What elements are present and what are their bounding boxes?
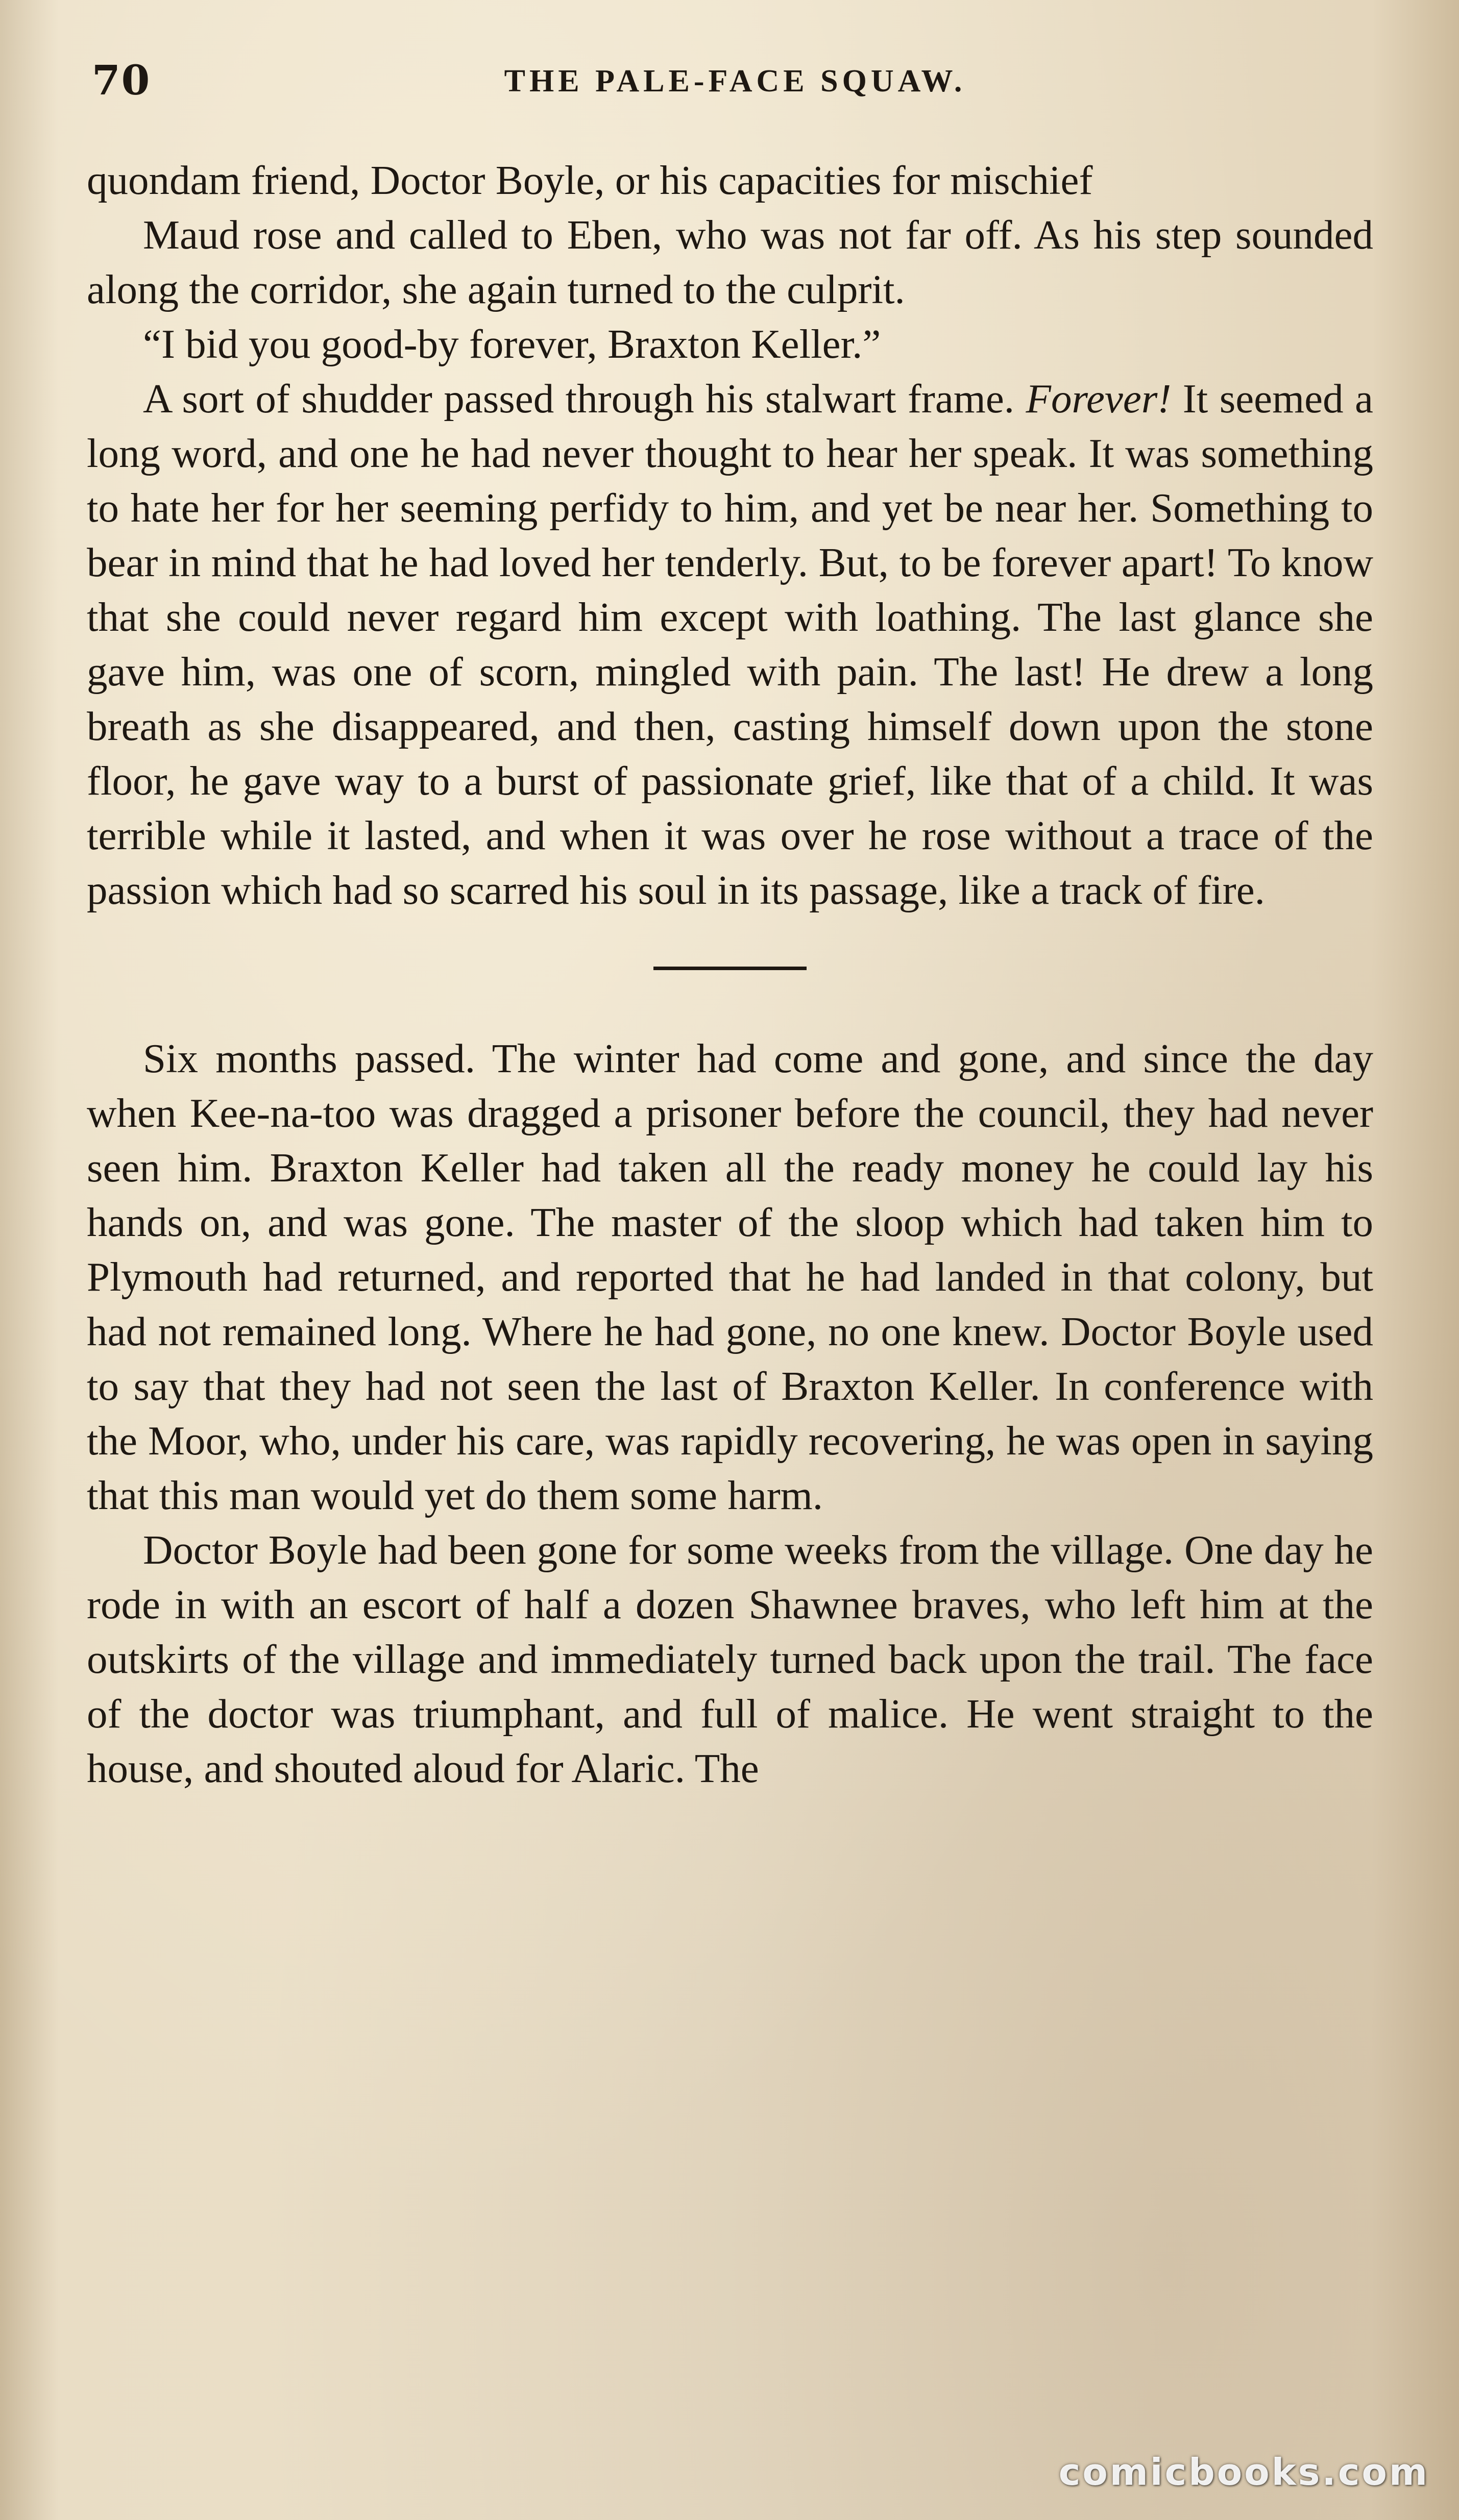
paragraph — [87, 1523, 1373, 1796]
body-text — [87, 153, 1373, 1796]
page-header — [92, 56, 1378, 112]
paragraph-continuation — [87, 153, 1373, 208]
italic-word: Forever! — [1026, 376, 1172, 422]
paragraph-text: quondam friend, Doctor Boyle, or his capacities for mischief — [87, 157, 1093, 203]
watermark: comicbooks.com — [1058, 2451, 1429, 2493]
paragraph-text: A sort of shudder passed through his stalwart frame. — [143, 376, 1026, 422]
paragraph-text: It seemed a long word, and one he had never thought to hear her speak. It was something to hate her for her seeming perfidy to him, and yet be near her. Something to bear in mind that he had loved her tenderly. But, to be forever apart! To know that she could never regard him except with loathing. The last glance she gave him, was one of scorn, mingled with pain. The last! He drew a long breath as she disappeared, and then, casting himself down upon the stone floor, he gave way to a burst of passionate grief, like that of a child. It was terrible while it lasted, and when it was over he rose without a trace of the passion which had so scarred his soul in its passage, like a track of fire. — [87, 376, 1373, 913]
paragraph-text: Maud rose and called to Eben, who was not far off. As his step sounded along the corridor, she again turned to the culprit. — [87, 212, 1373, 312]
section-divider — [653, 967, 807, 970]
paragraph — [87, 1031, 1373, 1523]
paragraph-dialogue — [87, 317, 1373, 372]
paragraph-text: “I bid you good-by forever, Braxton Keller.” — [143, 321, 881, 367]
paragraph-text: Doctor Boyle had been gone for some weeks from the village. One day he rode in with an escort of half a dozen Shawnee braves, who left him at the outskirts of the village and immediately turned back upon the trail. The face of the doctor was triumphant, and full of malice. He went straight to the house, and shouted aloud for Alaric. The — [87, 1527, 1373, 1791]
paragraph-text: Six months passed. The winter had come and gone, and since the day when Kee-na-too was dragged a prisoner before the council, they had never seen him. Braxton Keller had taken all the ready money he could lay his hands on, and was gone. The master of the sloop which had taken him to Plymouth had returned, and reported that he had landed in that colony, but had not remained long. Where he had gone, no one knew. Doctor Boyle used to say that they had not seen the last of Braxton Keller. In conference with the Moor, who, under his care, was rapidly recovering, he was open in saying that this man would yet do them some harm. — [87, 1035, 1373, 1518]
running-head: THE PALE-FACE SQUAW. — [504, 64, 966, 98]
page-number: 70 — [92, 56, 151, 104]
paragraph — [87, 208, 1373, 317]
paragraph — [87, 372, 1373, 918]
